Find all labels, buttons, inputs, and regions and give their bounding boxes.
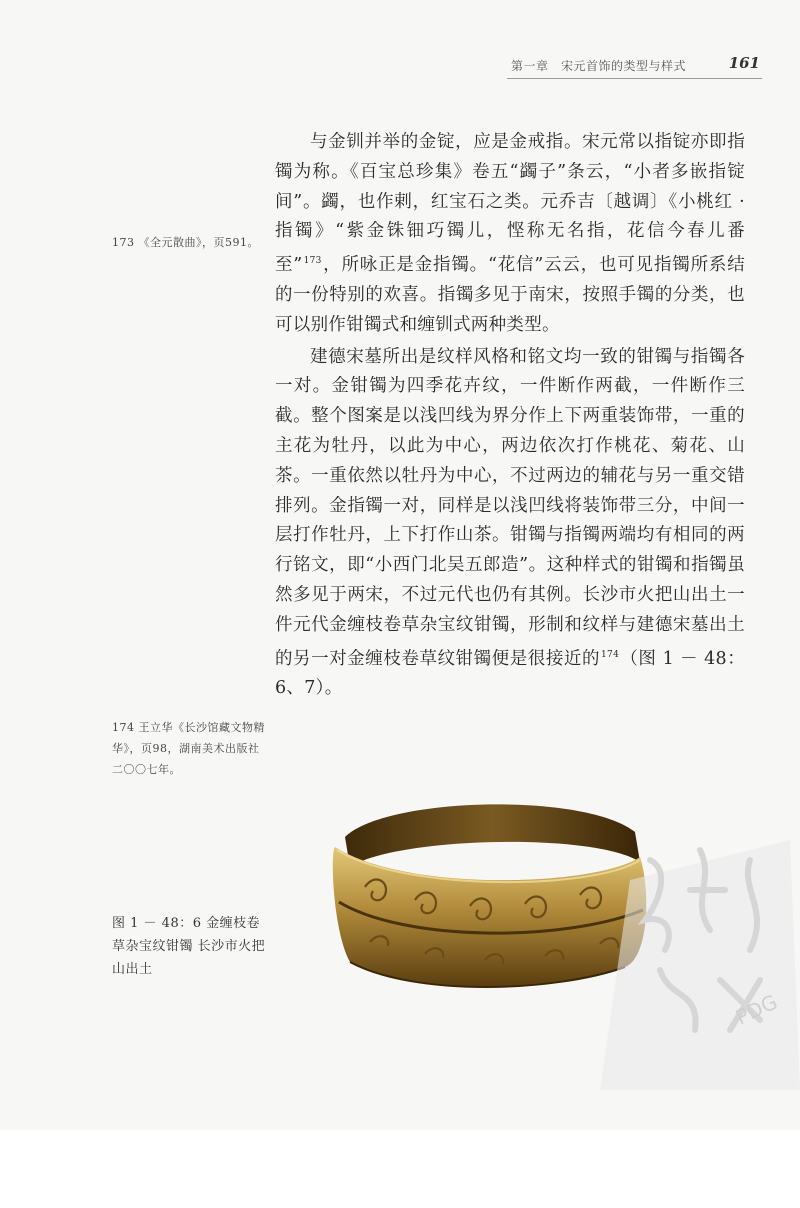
- running-header: [507, 54, 762, 79]
- side-note-173: 173 《全元散曲》，页591。: [112, 236, 259, 249]
- figure-caption: 图 1 － 48：6 金缠枝卷草杂宝纹钳镯 长沙市火把山出土: [112, 916, 266, 977]
- chapter-title: 第一章 宋元首饰的类型与样式: [511, 59, 687, 73]
- paragraph-text: 与金钏并举的金锭，应是金戒指。宋元常以指锭亦即指镯为称。《百宝总珍集》卷五“蠲子”条云，“小者多嵌指锭间”。蠲，也作剌，红宝石之类。元乔吉〔越调〕《小桃红 · 指镯》“紫金铢钿巧镯儿，悭称无名指，花信今春儿番至”: [275, 132, 745, 276]
- watermark-text: PDG: [731, 989, 782, 1030]
- paragraph-text: （图 1 － 48：6、7）。: [275, 648, 745, 699]
- paragraph: [275, 128, 745, 341]
- pdg-seal-watermark: [590, 820, 800, 1090]
- page-margin: [0, 1130, 800, 1208]
- side-note-174: 174 王立华《长沙馆藏文物精华》，页98，湖南美术出版社二〇〇七年。: [112, 721, 265, 776]
- page-number: 161: [728, 54, 760, 72]
- paragraph-text: 建德宋墓所出是纹样风格和铭文均一致的钳镯与指镯各一对。金钳镯为四季花卉纹，一件断作两截，一件断作三截。整个图案是以浅凹线为界分作上下两重装饰带，一重的主花为牡丹，以此为中心，两边依次打作桃花、菊花、山茶。一重依然以牡丹为中心，不过两边的辅花与另一重交错排列。金指镯一对，同样是以浅凹线将装饰带三分，中间一层打作牡丹，上下打作山茶。钳镯与指镯两端均有相同的两行铭文，即“小西门北吴五郎造”。这种样式的钳镯和指镯虽然多见于两宋，不过元代也仍有其例。长沙市火把山出土一件元代金缠枝卷草杂宝纹钳镯，形制和纹样与建德宋墓出土的另一对金缠枝卷草纹钳镯便是很接近的: [275, 346, 745, 669]
- paragraph: [275, 343, 745, 705]
- paragraph-text: ，所咏正是金指镯。“花信”云云，也可见指镯所系结的一份特别的欢喜。指镯多见于南宋，按照手镯的分类，也可以别作钳镯式和缠钏式两种类型。: [275, 255, 746, 335]
- footnote-ref: 174: [601, 649, 620, 660]
- footnote-ref: 173: [303, 256, 322, 267]
- main-text: [275, 128, 745, 706]
